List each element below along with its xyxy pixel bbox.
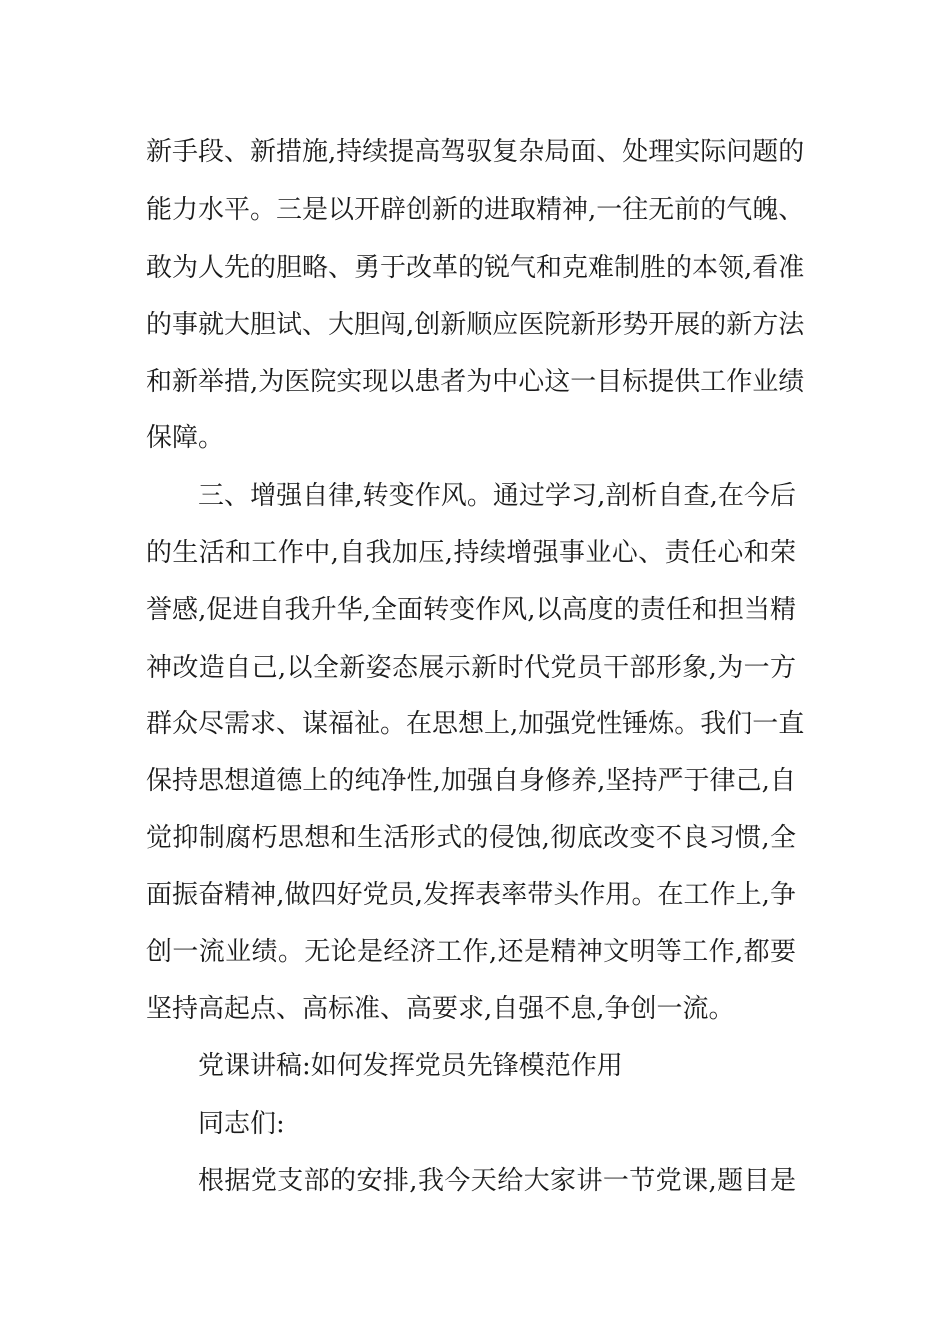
- text-line: 觉抑制腐朽思想和生活形式的侵蚀,彻底改变不良习惯,全: [146, 823, 796, 853]
- text-line: 群众尽需求、谋福祉。在思想上,加强党性锤炼。我们一直: [146, 709, 805, 739]
- lecture-title: 党课讲稿:如何发挥党员先锋模范作用: [198, 1051, 623, 1081]
- text-line: 神改造自己,以全新姿态展示新时代党员干部形象,为一方: [146, 653, 796, 683]
- text-line: 新手段、新措施,持续提高驾驭复杂局面、处理实际问题的: [146, 137, 805, 167]
- text-line: 誉感,促进自我升华,全面转变作风,以高度的责任和担当精: [146, 595, 796, 625]
- text-line: 坚持高起点、高标准、高要求,自强不息,争创一流。: [146, 994, 735, 1024]
- text-line: 的事就大胆试、大胆闯,创新顺应医院新形势开展的新方法: [146, 310, 805, 340]
- text-line: 和新举措,为医院实现以患者为中心这一目标提供工作业绩: [146, 367, 805, 397]
- section-heading-line: 三、增强自律,转变作风。通过学习,剖析自查,在今后: [198, 481, 796, 511]
- salutation: 同志们:: [198, 1109, 285, 1139]
- text-line: 敢为人先的胆略、勇于改革的锐气和克难制胜的本领,看准: [146, 253, 805, 283]
- text-line: 保障。: [146, 423, 225, 453]
- text-line: 能力水平。三是以开辟创新的进取精神,一往无前的气魄、: [146, 195, 805, 225]
- text-line: 保持思想道德上的纯净性,加强自身修养,坚持严于律己,自: [146, 766, 796, 796]
- text-line: 的生活和工作中,自我加压,持续增强事业心、责任心和荣: [146, 538, 796, 568]
- text-line: 面振奋精神,做四好党员,发挥表率带头作用。在工作上,争: [146, 880, 796, 910]
- text-line: 创一流业绩。无论是经济工作,还是精神文明等工作,都要: [146, 937, 796, 967]
- text-line: 根据党支部的安排,我今天给大家讲一节党课,题目是: [198, 1166, 796, 1196]
